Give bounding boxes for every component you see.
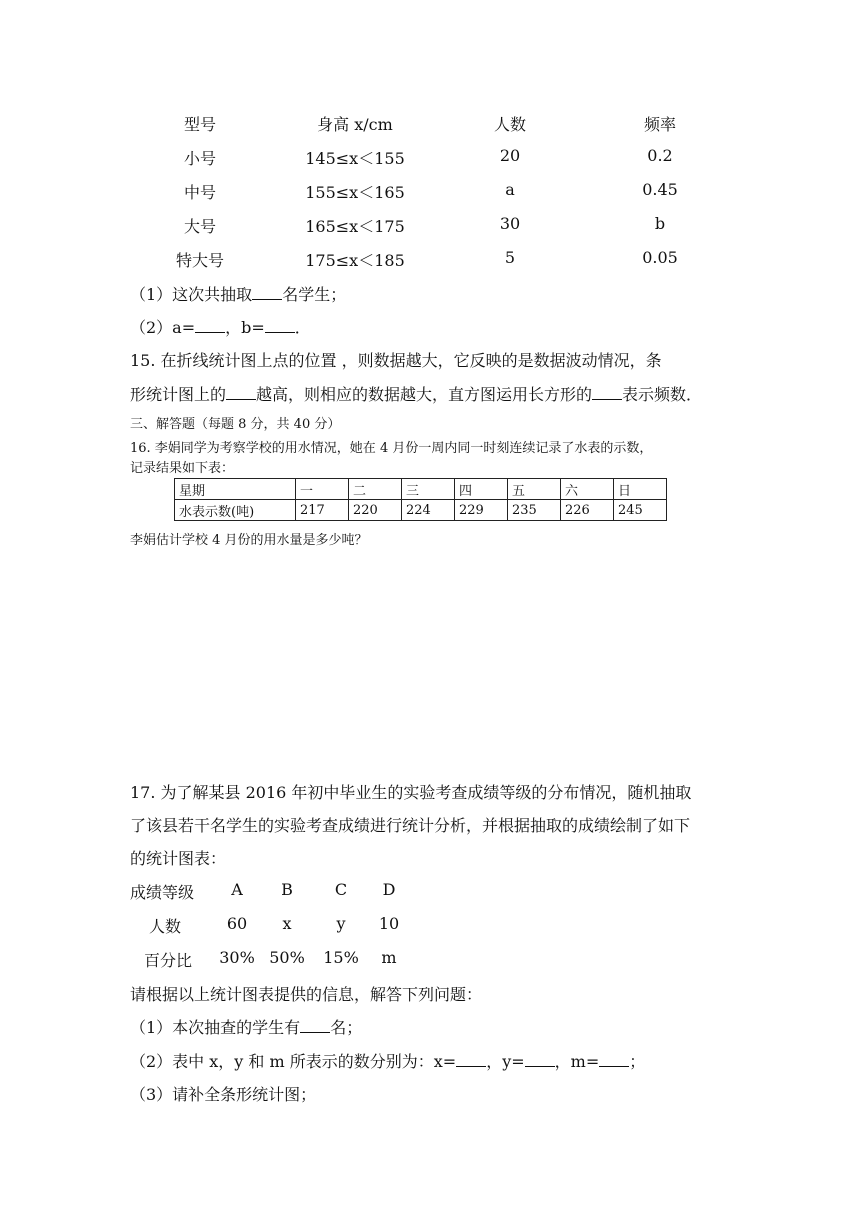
q14-part2-mid: ，b=	[225, 318, 265, 337]
table-cell: 二	[349, 479, 402, 500]
table-cell: 0.05	[642, 248, 678, 267]
table-cell: 217	[296, 500, 349, 521]
answer-blank	[456, 1052, 486, 1067]
table-cell: 成绩等级	[130, 883, 195, 902]
q17-part1-suffix: 名；	[330, 1018, 363, 1037]
table-cell: 30%	[219, 948, 255, 967]
q17-line1: 17. 为了解某县 2016 年初中毕业生的实验考查成绩等级的分布情况，随机抽取	[130, 783, 692, 802]
table-row	[175, 479, 667, 500]
answer-blank	[599, 1052, 629, 1067]
table-cell: 小号	[183, 149, 216, 168]
table-cell: 六	[561, 479, 614, 500]
size-table-header-height: 身高 x/cm	[317, 115, 393, 134]
q17-part2-m: ，m=	[554, 1052, 600, 1071]
table-cell: 10	[378, 914, 400, 933]
table-cell: 165≤x＜175	[305, 217, 405, 236]
answer-blank	[195, 318, 225, 333]
table-cell: 中号	[183, 183, 216, 202]
table-cell: 日	[614, 479, 667, 500]
table-cell: x	[282, 914, 292, 933]
answer-blank	[525, 1052, 555, 1067]
table-cell: 五	[508, 479, 561, 500]
table-cell: 0.2	[647, 146, 673, 165]
answer-blank	[300, 1018, 330, 1033]
table-row	[175, 500, 667, 521]
q17-part2	[130, 1049, 645, 1072]
q15-line2-text: 形统计图上的	[130, 385, 227, 404]
table-cell: 15%	[323, 948, 359, 967]
table-cell: 224	[402, 500, 455, 521]
q15-line1: 15. 在折线统计图上点的位置 ，则数据越大，它反映的是数据波动情况，条	[130, 351, 662, 370]
table-cell: A	[231, 880, 243, 899]
q17-part3: （3）请补全条形统计图；	[130, 1085, 317, 1104]
table-cell: 155≤x＜165	[305, 183, 405, 202]
table-cell: D	[382, 880, 396, 899]
q15-line2-end: 表示频数．	[622, 385, 703, 404]
table-cell: b	[654, 214, 666, 233]
table-cell: 星期	[175, 479, 296, 500]
table-cell: y	[336, 914, 346, 933]
q17-prompt: 请根据以上统计图表提供的信息，解答下列问题：	[130, 985, 483, 1004]
q14-part2	[130, 315, 311, 338]
table-cell: C	[334, 880, 348, 899]
table-cell: 大号	[183, 217, 216, 236]
size-table-header-count: 人数	[493, 115, 526, 134]
q16-line2: 记录结果如下表：	[130, 461, 235, 476]
table-cell: 特大号	[175, 251, 224, 270]
table-cell: 226	[561, 500, 614, 521]
q17-part2-text: （2）表中 x，y 和 m 所表示的数分别为：x=	[130, 1052, 457, 1071]
q14-part1-text: （1）这次共抽取	[130, 285, 253, 304]
q16-line1: 16. 李娟同学为考察学校的用水情况，她在 4 月份一周内同一时刻连续记录了水表的示数，	[130, 441, 653, 456]
q16-question: 李娟估计学校 4 月份的用水量是多少吨？	[130, 533, 368, 548]
q17-part1	[130, 1015, 362, 1038]
q14-part1	[130, 282, 346, 305]
table-cell: 20	[499, 146, 521, 165]
q14-part1-suffix: 名学生；	[282, 285, 347, 304]
answer-blank	[226, 385, 256, 400]
table-cell: 30	[499, 214, 521, 233]
table-cell: 145≤x＜155	[305, 149, 405, 168]
table-cell: 175≤x＜185	[305, 251, 405, 270]
q17-line2: 了该县若干名学生的实验考查成绩进行统计分析，并根据抽取的成绩绘制了如下	[130, 816, 691, 835]
answer-blank	[252, 285, 282, 300]
table-cell: 220	[349, 500, 402, 521]
q17-part1-text: （1）本次抽查的学生有	[130, 1018, 301, 1037]
table-cell: 5	[504, 248, 516, 267]
table-cell: 245	[614, 500, 667, 521]
table-cell: a	[505, 180, 515, 199]
table-cell: 235	[508, 500, 561, 521]
table-cell: 四	[455, 479, 508, 500]
q14-part2-text: （2）a=	[130, 318, 196, 337]
q17-part2-end: ；	[629, 1052, 646, 1071]
section-heading: 三、解答题（每题 8 分，共 40 分）	[130, 417, 341, 432]
table-cell: 0.45	[642, 180, 678, 199]
table-cell: 人数	[148, 917, 181, 936]
table-cell: 一	[296, 479, 349, 500]
q17-line3: 的统计图表：	[130, 849, 227, 868]
q15-line2-mid: 越高，则相应的数据越大，直方图运用长方形的	[256, 385, 593, 404]
q17-part2-y: ，y=	[486, 1052, 525, 1071]
table-cell: 60	[226, 914, 248, 933]
table-cell: 229	[455, 500, 508, 521]
size-table-header-freq: 频率	[643, 115, 676, 134]
table-cell: 50%	[269, 948, 305, 967]
size-table-header-model: 型号	[183, 115, 216, 134]
table-cell: m	[381, 948, 397, 967]
answer-blank	[265, 318, 295, 333]
table-cell: 三	[402, 479, 455, 500]
water-meter-table	[174, 478, 667, 521]
answer-blank	[592, 385, 622, 400]
table-cell: 水表示数(吨)	[175, 500, 296, 521]
q15-line2	[130, 382, 702, 405]
table-cell: 百分比	[143, 951, 192, 970]
table-cell: B	[281, 880, 293, 899]
q14-part2-end: ．	[294, 318, 311, 337]
